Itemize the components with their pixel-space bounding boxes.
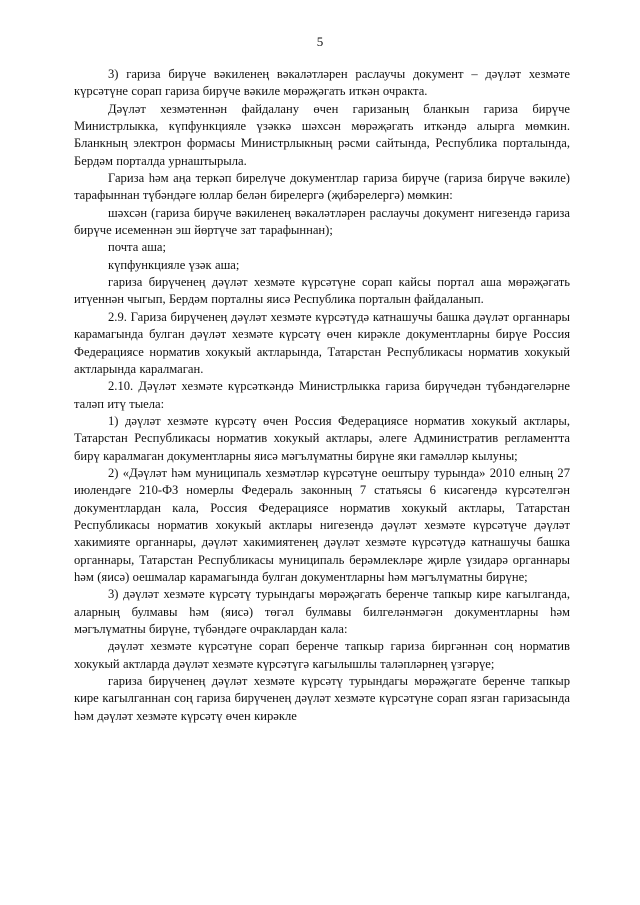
list-item-portal: гариза бирүченең дәүләт хезмәте күрсәтүне сорап кайсы портал аша мөрәҗәгать итүеннән чыгып, Бердәм порталны яисә Республика порталын файдаланып. bbox=[74, 275, 570, 307]
document-body bbox=[74, 66, 570, 725]
paragraph-section-2-10: 2.10. Дәүләт хезмәте күрсәткәндә Министрлыкка гариза бирүчедән түбәндәгеләрне таләп итү тыела: bbox=[74, 379, 570, 411]
list-item-exception-errors: гариза бирүченең дәүләт хезмәте күрсәтү турындагы мөрәҗәгате беренче тапкыр кире кагылганнан соң гариза бирүченең дәүләт хезмәте күрсәтүне сорап язган гаризасында һәм дәүләт хезмәте күрсәтү өчен кирәкле bbox=[74, 674, 570, 723]
list-item-by-mail: почта аша; bbox=[108, 240, 167, 255]
list-item-prohibition-3: 3) дәүләт хезмәте күрсәтү турындагы мөрәҗәгать беренче тапкыр кире кагылганда, аларның булмавы һәм (яисә) төгәл булмавы билгеләнмәгән документларны һәм мәгълүматны бирүне, түбәндәге очраклардан кала: bbox=[74, 587, 570, 636]
list-item-in-person: шәхсән (гариза бирүче вәкиленең вәкаләтләрен раслаучы документ нигезендә гариза бирүче исеменнән эш йөртүче зат тарафыннан); bbox=[74, 205, 570, 238]
list-item-prohibition-1: 1) дәүләт хезмәте күрсәтү өчен Россия Федерациясе норматив хокукый актлары, Татарстан Республикасы норматив хокукый актлары, әлеге Административ регламентта бирү каралмаган документларны яисә мәгълүматны бирүне яки гамәлләр кылуны; bbox=[74, 413, 570, 463]
list-item-prohibition-2: 2) «Дәүләт һәм муниципаль хезмәтләр күрсәтүне оештыру турында» 2010 елның 27 июлендәге 210-ФЗ номерлы Федераль законның 7 статьясы 6 кисәгендә күрсәтелгән документлардан кала, Россия Федерациясе норматив хокукый актлары, Татарстан Республикасы норматив хокукый актлары нигезендә дәүләт хезмәте күрсәтүче дәүләт хакимияте органнары, дәүләт хакимиятенең дәүләт хезмәте күрсәтүдә катнашучы башка органнары, Татарстан Республикасы муниципаль берәмлекләре җирле үзидарә органнары һәм (яисә) оешмалар карамагында булган документларны һәм мәгълүматны бирүне; bbox=[74, 465, 570, 584]
paragraph-representative-document: 3) гариза бирүче вәкиленең вәкаләтләрен раслаучы документ – дәүләт хезмәте күрсәтүне сорап гариза бирүче вәкиле мөрәҗәгать иткән очракта. bbox=[74, 67, 570, 99]
list-item-mfc: күпфункцияле үзәк аша; bbox=[108, 257, 240, 272]
page-number: 5 bbox=[316, 34, 324, 49]
paragraph-section-2-9: 2.9. Гариза бирүченең дәүләт хезмәте күрсәтүдә катнашучы башка дәүләт органнары карамагында булган дәүләт хезмәте күрсәтү өчен кирәкле документларны бирүе Россия Федерациясе норматив хокукый актларында, Татарстан Республикасы норматив хокукый актларында каралмаган. bbox=[74, 309, 570, 376]
paragraph-submission-methods: Гариза һәм аңа теркәп бирелүче документлар гариза бирүче (гариза бирүче вәкиле) тарафыннан түбәндәге юллар белән бирелергә (җибәрелергә) мөмкин: bbox=[74, 171, 570, 203]
paragraph-application-form: Дәүләт хезмәтеннән файдалану өчен гаризаның бланкын гариза бирүче Министрлыкка, күпфункцияле үзәккә шәхсән мөрәҗәгать иткәндә алырга мөмкин. Бланкның электрон формасы Министрлыкның рәсми сайтында, Республика порталында, Бердәм порталда урнаштырыла. bbox=[74, 101, 570, 168]
list-item-exception-requirements-change: дәүләт хезмәте күрсәтүне сорап беренче тапкыр гариза биргәннән соң норматив хокукый актларда дәүләт хезмәте күрсәтүгә кагылышлы таләпләрнең үзгәрүе; bbox=[74, 639, 570, 671]
